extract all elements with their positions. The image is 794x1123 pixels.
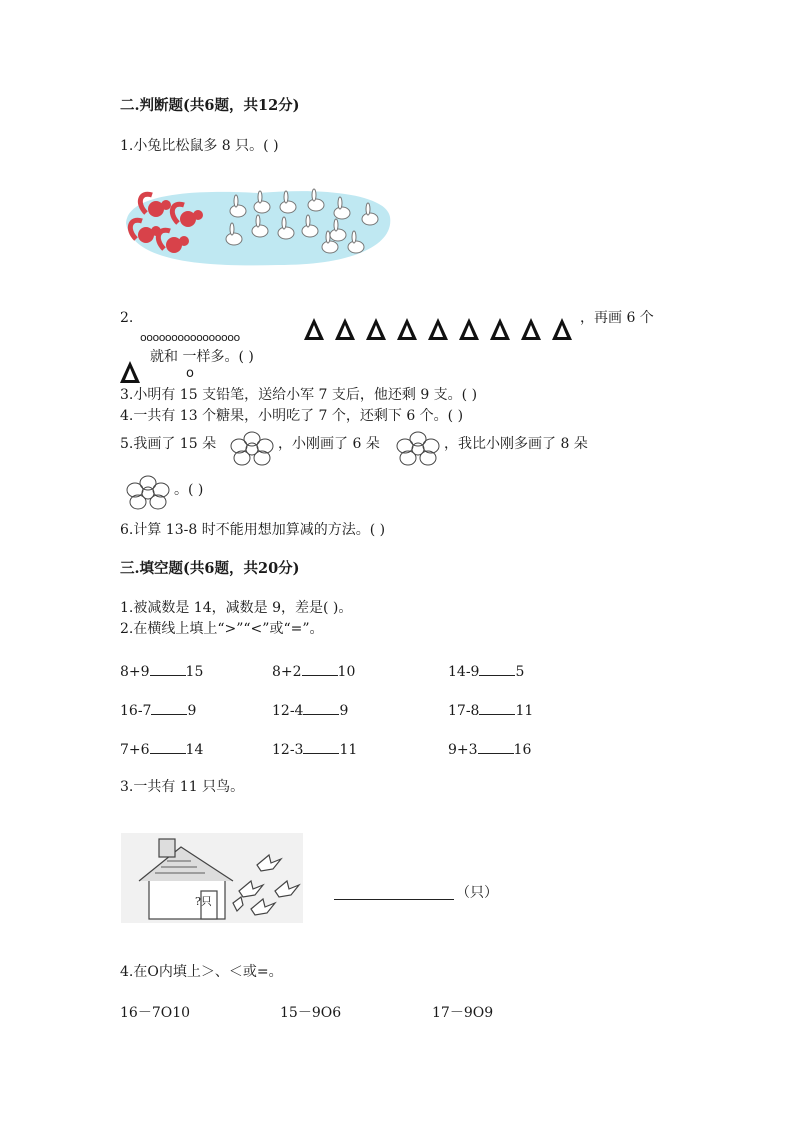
question-5-text-c: ，我比小刚多画了 8 朵 — [444, 436, 588, 452]
circles-row: oooooooooooooooo — [140, 331, 240, 344]
compare-item: 17-8 11 — [448, 700, 533, 720]
fill-question-2: 2.在横线上填上“>”“<”或“=”。 — [120, 621, 324, 637]
section-title-judgement: 二.判断题(共6题，共12分) — [120, 97, 300, 114]
triangle-icon — [335, 318, 355, 340]
triangle-icon — [428, 318, 448, 340]
compare-item: 8+2 10 — [272, 661, 355, 681]
answer-blank[interactable] — [303, 700, 339, 715]
triangle-icon — [459, 318, 479, 340]
triangle-icon — [366, 318, 386, 340]
house-label: ?只 — [195, 895, 212, 908]
question-6: 6.计算 13-8 时不能用想加算减的方法。( ) — [120, 522, 386, 538]
triangle-icon — [304, 318, 324, 340]
squirrels-rabbits-picture — [118, 183, 398, 269]
compare-item: 7+6 14 — [120, 739, 203, 759]
question-2-text-b: 就和 一样多。( ) — [150, 349, 254, 365]
fill-question-1: 1.被减数是 14，减数是 9，差是( )。 — [120, 600, 353, 616]
fill-question-4: 4.在O内填上＞、＜或=。 — [120, 964, 283, 980]
question-1: 1.小兔比松鼠多 8 只。( ) — [120, 138, 279, 154]
answer-blank[interactable] — [334, 899, 454, 900]
answer-blank[interactable] — [479, 700, 515, 715]
question-5-text-a: 5.我画了 15 朵 — [120, 436, 217, 452]
answer-blank[interactable] — [478, 739, 514, 754]
circle-compare-item: 16－7O10 — [120, 1005, 191, 1021]
question-3: 3.小明有 15 支铅笔，送给小军 7 支后，他还剩 9 支。( ) — [120, 387, 478, 403]
question-2-number: 2. — [120, 310, 134, 326]
triangle-icon — [120, 361, 140, 383]
compare-item: 8+9 15 — [120, 661, 203, 681]
triangle-icon — [521, 318, 541, 340]
answer-blank[interactable] — [302, 661, 338, 676]
question-4: 4.一共有 13 个糖果，小明吃了 7 个，还剩下 6 个。( ) — [120, 408, 464, 424]
compare-item: 12-4 9 — [272, 700, 348, 720]
answer-blank[interactable] — [150, 661, 186, 676]
flower-icon — [394, 430, 442, 468]
question-5-text-d: 。( ) — [174, 482, 204, 498]
triangle-icon — [397, 318, 417, 340]
question-2-text-a: ，再画 6 个 — [580, 310, 654, 326]
compare-item: 14-9 5 — [448, 661, 524, 681]
triangle-icon — [490, 318, 510, 340]
answer-blank[interactable] — [303, 739, 339, 754]
answer-blank[interactable] — [150, 739, 186, 754]
question-5-text-b: ，小刚画了 6 朵 — [278, 436, 380, 452]
answer-blank[interactable] — [479, 661, 515, 676]
flower-icon — [228, 430, 276, 468]
unit-label: （只） — [456, 885, 498, 901]
circle-icon: o — [186, 366, 194, 381]
circle-compare-item: 17－9O9 — [432, 1005, 494, 1021]
compare-item: 9+3 16 — [448, 739, 531, 759]
answer-blank[interactable] — [151, 700, 187, 715]
flower-icon — [124, 474, 172, 512]
circle-compare-item: 15－9O6 — [280, 1005, 342, 1021]
triangle-icon — [552, 318, 572, 340]
section-title-fill-blank: 三.填空题(共6题，共20分) — [120, 560, 300, 577]
fill-question-3: 3.一共有 11 只鸟。 — [120, 779, 245, 795]
compare-item: 12-3 11 — [272, 739, 357, 759]
house-birds-picture — [121, 833, 303, 923]
compare-item: 16-7 9 — [120, 700, 196, 720]
